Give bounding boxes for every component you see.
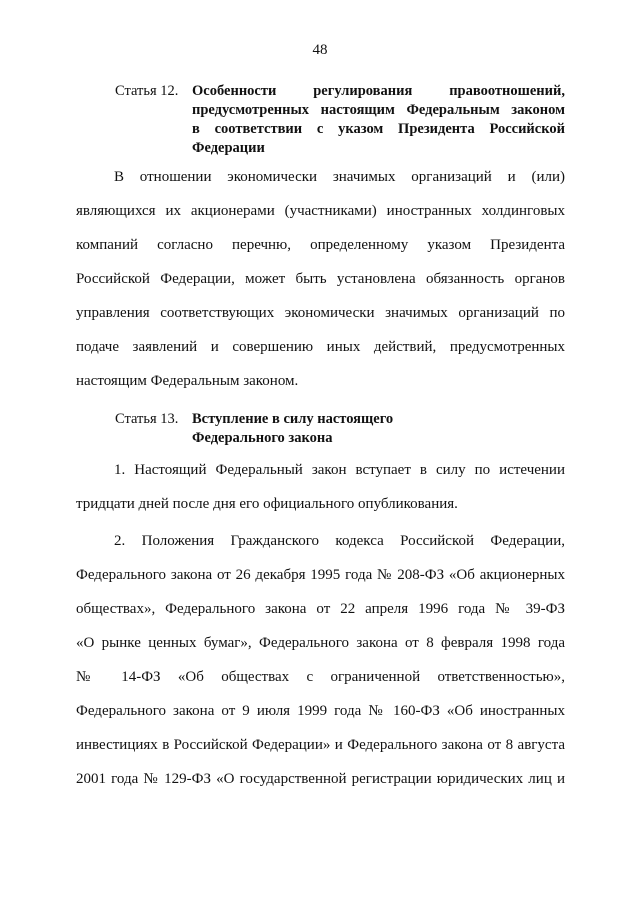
article-13-title xyxy=(192,410,565,448)
article-13-title-line: Федерального закона xyxy=(192,430,333,446)
paragraph-line: В отношении экономически значимых организаций и (или) xyxy=(114,169,565,185)
article-13-part-2 xyxy=(76,531,565,803)
paragraph-line: тридцати дней после дня его официального опубликования. xyxy=(76,496,458,512)
article-12-paragraph xyxy=(76,167,565,405)
article-12-title xyxy=(192,82,565,158)
article-13-heading xyxy=(115,410,565,448)
paragraph-line: 1. Настоящий Федеральный закон вступает в силу по истечении xyxy=(114,462,565,478)
paragraph-line: Федерального закона от 9 июля 1999 года № 160-ФЗ «Об иностранных xyxy=(76,703,565,719)
article-12-title-line: в соответствии с указом Президента Российской xyxy=(192,121,565,137)
paragraph-line: № 14-ФЗ «Об обществах с ограниченной ответственностью», xyxy=(76,669,565,685)
paragraph-line: Российской Федерации, может быть установлена обязанность органов xyxy=(76,271,565,287)
paragraph-line: управления соответствующих экономически значимых организаций по xyxy=(76,305,565,321)
article-12-title-line: Особенности регулирования правоотношений, xyxy=(192,83,565,99)
paragraph-line: 2. Положения Гражданского кодекса Российской Федерации, xyxy=(114,533,565,549)
article-12-number: Статья 12. xyxy=(115,83,179,99)
page-number: 48 xyxy=(312,42,328,58)
article-12-heading xyxy=(115,82,565,158)
article-12-title-line: предусмотренных настоящим Федеральным законом xyxy=(192,102,565,118)
paragraph-line: подаче заявлений и совершению иных действий, предусмотренных xyxy=(76,339,565,355)
article-13-number: Статья 13. xyxy=(115,411,179,427)
article-13-title-line: Вступление в силу настоящего xyxy=(192,411,394,427)
paragraph-line: Федерального закона от 26 декабря 1995 года № 208-ФЗ «Об акционерных xyxy=(76,567,565,583)
paragraph-line: настоящим Федеральным законом. xyxy=(76,373,299,389)
article-13-part-1 xyxy=(76,460,565,528)
paragraph-line: являющихся их акционерами (участниками) иностранных холдинговых xyxy=(76,203,565,219)
paragraph-line: «О рынке ценных бумаг», Федерального закона от 8 февраля 1998 года xyxy=(76,635,565,651)
paragraph-line: обществах», Федерального закона от 22 апреля 1996 года № 39-ФЗ xyxy=(76,601,565,617)
article-12-title-line: Федерации xyxy=(192,140,265,156)
paragraph-line: 2001 года № 129-ФЗ «О государственной регистрации юридических лиц и xyxy=(76,771,565,787)
paragraph-line: компаний согласно перечню, определенному указом Президента xyxy=(76,237,565,253)
paragraph-line: инвестициях в Российской Федерации» и Федерального закона от 8 августа xyxy=(76,737,565,753)
